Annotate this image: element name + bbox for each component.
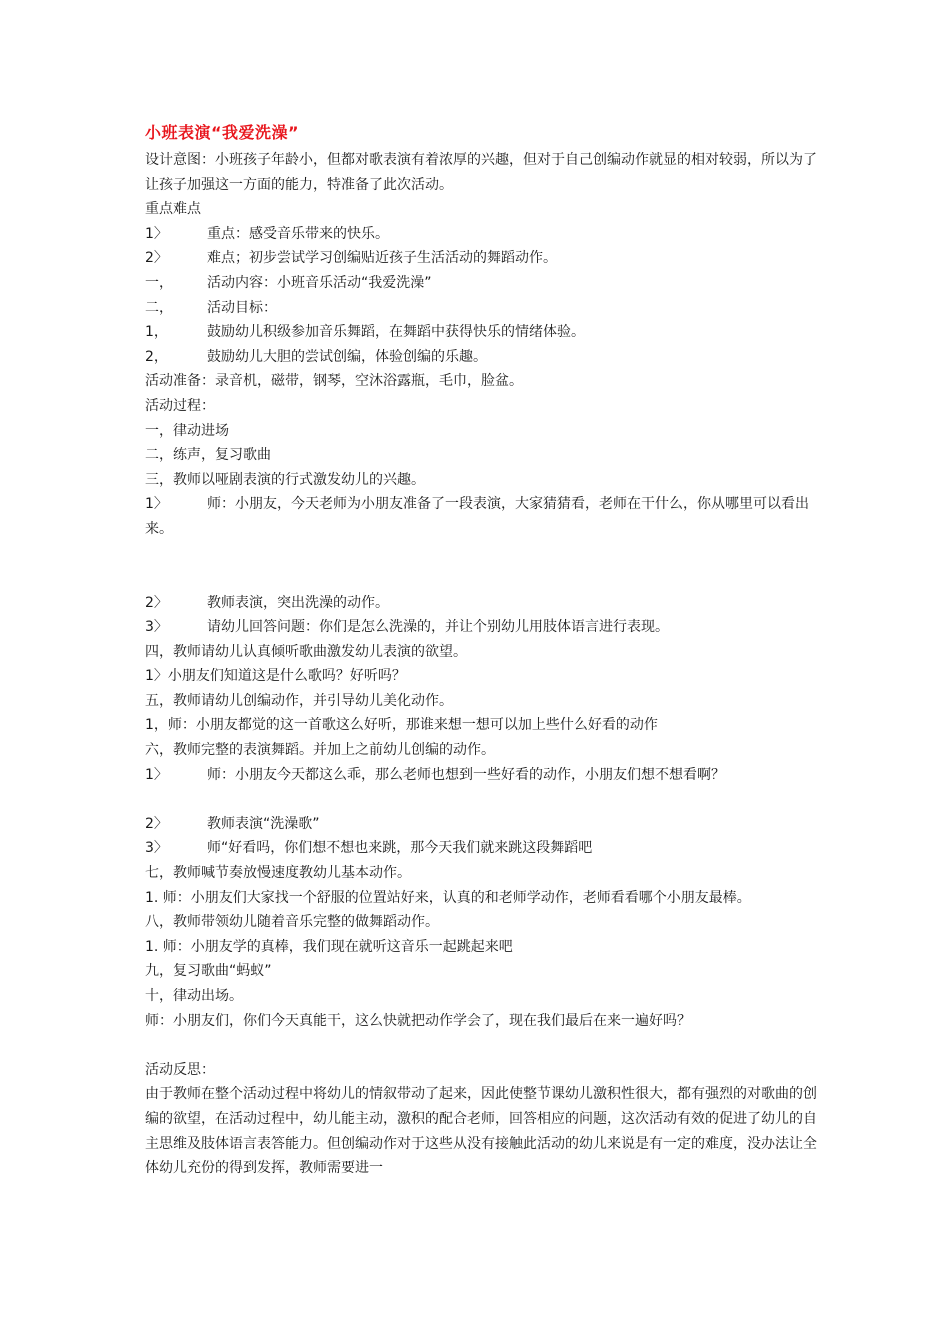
step-6-item	[145, 836, 825, 861]
step-8-item: 1. 师：小朋友学的真棒，我们现在就听这音乐一起跳起来吧	[145, 938, 513, 955]
key-point-item	[145, 222, 825, 247]
item-number: 二，	[145, 299, 173, 316]
step-5-item: 1，师：小朋友都觉的这一首歌这么好听，那谁来想一想可以加上些什么好看的动作	[145, 717, 658, 734]
item-number: 3〉	[145, 840, 168, 857]
step-1: 一，律动进场	[145, 422, 229, 439]
blank-space	[145, 542, 825, 591]
goal-item	[145, 345, 825, 370]
item-text: 鼓励幼儿大胆的尝试创编，体验创编的乐趣。	[207, 348, 487, 365]
item-text: 活动目标：	[207, 299, 277, 316]
item-text: 师：小朋友，今天老师为小朋友准备了一段表演，大家猜猜看，老师在干什么，你从哪里可以看出来。	[145, 496, 809, 537]
item-text: 师：小朋友今天都这么乖，那么老师也想到一些好看的动作，小朋友们想不想看啊？	[207, 766, 725, 783]
step-5: 五，教师请幼儿创编动作，并引导幼儿美化动作。	[145, 692, 453, 709]
reflection-heading: 活动反思：	[145, 1061, 215, 1078]
document-page	[145, 118, 825, 1181]
item-text: 教师表演“洗澡歌”	[207, 815, 320, 832]
document-title: 小班表演“我爱洗澡”	[145, 123, 300, 142]
step-3-item	[145, 492, 825, 541]
item-number: 1〉	[145, 766, 168, 783]
blank-space	[145, 1033, 825, 1058]
step-6-item	[145, 812, 825, 837]
step-6: 六，教师完整的表演舞蹈。并加上之前幼儿创编的动作。	[145, 742, 495, 759]
goals-heading	[145, 296, 825, 321]
step-6-item	[145, 763, 825, 788]
item-number: 2，	[145, 348, 168, 365]
step-7-item: 1. 师：小朋友们大家找一个舒服的位置站好来，认真的和老师学动作，老师看看哪个小朋友最棒。	[145, 889, 751, 906]
activity-content	[145, 271, 825, 296]
item-number: 1〉	[145, 496, 168, 513]
item-number: 1，	[145, 324, 168, 341]
item-number: 一，	[145, 274, 173, 291]
closing-line: 师：小朋友们，你们今天真能干，这么快就把动作学会了，现在我们最后在来一遍好吗？	[145, 1012, 691, 1029]
item-text: 重点：感受音乐带来的快乐。	[207, 225, 389, 242]
design-intent: 设计意图：小班孩子年龄小，但都对歌表演有着浓厚的兴趣，但对于自己创编动作就显的相对较弱，所以为了让孩子加强这一方面的能力，特准备了此次活动。	[145, 152, 817, 193]
key-points-heading: 重点难点	[145, 201, 201, 218]
step-9: 九，复习歌曲“蚂蚁”	[145, 963, 272, 980]
goal-item	[145, 320, 825, 345]
step-3-item	[145, 591, 825, 616]
blank-space	[145, 787, 825, 812]
item-number: 2〉	[145, 594, 168, 611]
item-number: 1〉	[145, 225, 168, 242]
key-point-item	[145, 246, 825, 271]
item-number: 2〉	[145, 250, 168, 267]
item-text: 鼓励幼儿积级参加音乐舞蹈，在舞蹈中获得快乐的情绪体验。	[207, 324, 585, 341]
item-number: 3〉	[145, 619, 168, 636]
step-7: 七，教师喊节奏放慢速度教幼儿基本动作。	[145, 865, 411, 882]
step-10: 十，律动出场。	[145, 988, 243, 1004]
activity-prep: 活动准备：录音机，磁带，钢琴，空沐浴露瓶，毛巾，脸盆。	[145, 373, 523, 390]
process-heading: 活动过程：	[145, 397, 215, 414]
step-8: 八，教师带领幼儿随着音乐完整的做舞蹈动作。	[145, 914, 439, 931]
item-text: 难点；初步尝试学习创编贴近孩子生活活动的舞蹈动作。	[207, 250, 557, 267]
item-text: 活动内容：小班音乐活动“我爱洗澡”	[207, 274, 432, 291]
item-text: 师“好看吗，你们想不想也来跳，那今天我们就来跳这段舞蹈吧	[207, 840, 593, 857]
step-2: 二，练声，复习歌曲	[145, 447, 271, 464]
step-3: 三，教师以哑剧表演的行式激发幼儿的兴趣。	[145, 471, 425, 488]
item-text: 请幼儿回答问题：你们是怎么洗澡的，并让个别幼儿用肢体语言进行表现。	[207, 619, 669, 636]
reflection-text: 由于教师在整个活动过程中将幼儿的情叙带动了起来，因此使整节课幼儿激积性很大，都有强烈的对歌曲的创编的欲望，在活动过程中，幼儿能主动，激积的配合老师，回答相应的问题，这次活动有效的促进了幼儿的自主思维及肢体语言表答能力。但创编动作对于这些从没有接触此活动的幼儿来说是有一定的难度，没办法让全体幼儿充份的得到发挥，教师需要进一	[145, 1086, 817, 1177]
step-4: 四，教师请幼儿认真倾听歌曲激发幼儿表演的欲望。	[145, 643, 467, 660]
item-number: 2〉	[145, 815, 168, 832]
item-text: 教师表演，突出洗澡的动作。	[207, 594, 389, 611]
step-4-item: 1〉小朋友们知道这是什么歌吗？好听吗？	[145, 668, 406, 685]
step-3-item	[145, 615, 825, 640]
